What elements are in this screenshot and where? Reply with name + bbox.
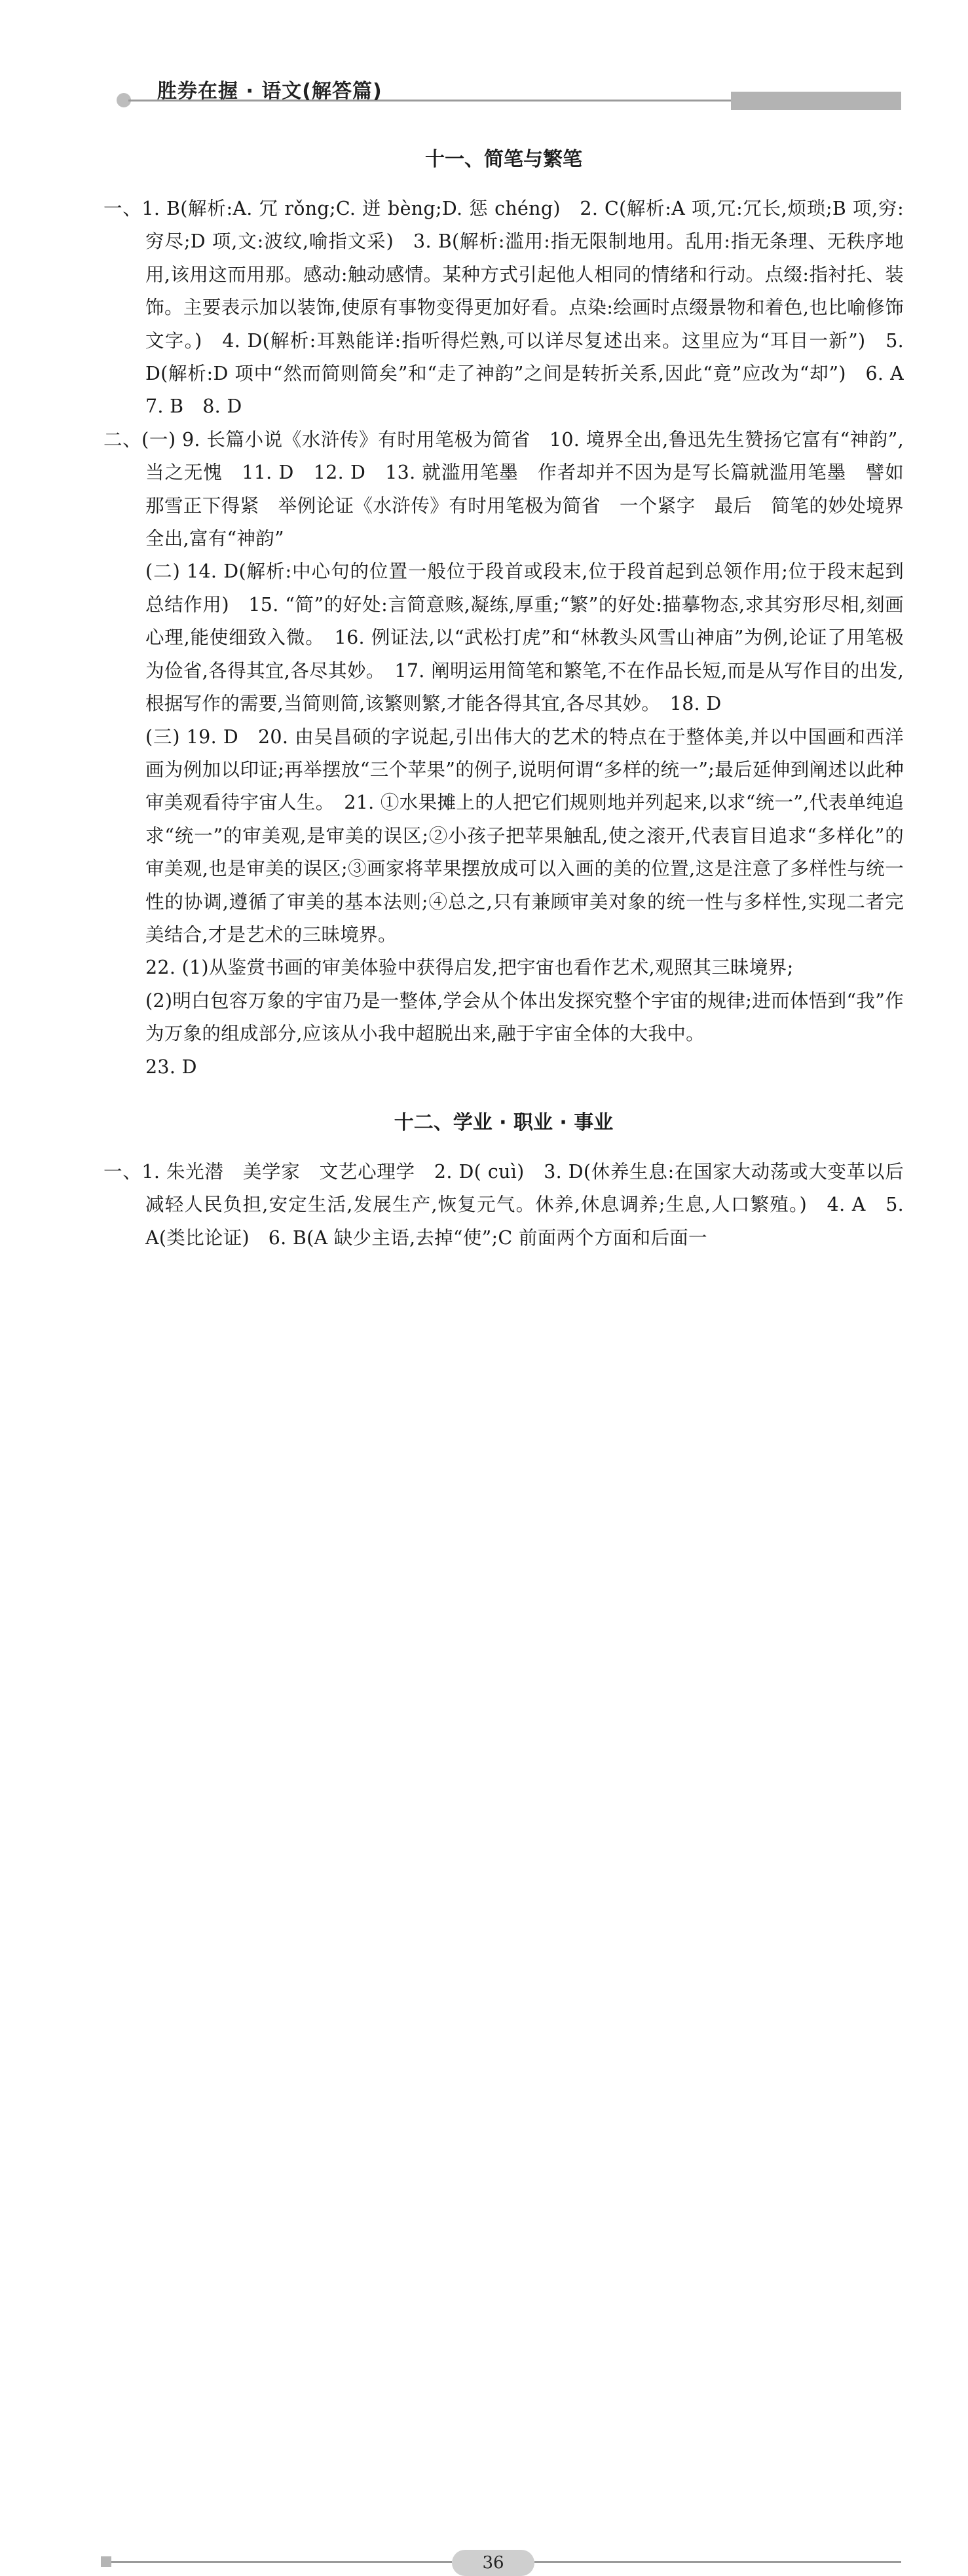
section-title-12: 十二、学业 · 职业 · 事业	[394, 1111, 614, 1134]
answer-q22-1: 22. (1)从鉴赏书画的审美体验中获得启发,把宇宙也看作艺术,观照其三昧境界;	[145, 957, 794, 979]
answer-block-part2-1: 二、(一) 9. 长篇小说《水浒传》有时用笔极为简省 10. 境界全出,鲁迅先生赞扬它富有“神韵”,当之无愧 11. D 12. D 13. 就滥用笔墨 作者却并不因为是写长篇就滥用笔墨 譬如 那雪正下得紧 举例论证《水浒传》有时用笔极为简省 一个紧字 最后 简笔的妙处境界全出,富有“神韵”	[103, 428, 923, 550]
answer-q23: 23. D	[145, 1056, 197, 1078]
answer-q22-2: (2)明白包容万象的宇宙乃是一整体,学会从个体出发探究整个宇宙的规律;进而体悟到“我”作为万象的组成部分,应该从小我中超脱出来,融于宇宙全体的大我中。	[145, 989, 904, 1045]
page-content	[103, 138, 923, 1255]
footer-rule-left	[111, 2561, 452, 2563]
answer-block-part2-3: (三) 19. D 20. 由吴昌硕的字说起,引出伟大的艺术的特点在于整体美,并以中国画和西洋画为例加以印证;再举摆放“三个苹果”的例子,说明何谓“多样的统一”;最后延伸到阐述以此种审美观看待宇宙人生。 21. ①水果摊上的人把它们规则地并列起来,以求“统一”,代表单纯追求“统一”的审美观,是审美的误区;②小孩子把苹果触乱,使之滚开,代表盲目追求“多样化”的审美观,也是审美的误区;③画家将苹果摆放成可以入画的美的位置,这是注意了多样性与统一性的协调,遵循了审美的基本法则;④总之,只有兼顾审美对象的统一性与多样性,实现二者完美结合,才是艺术的三昧境界。	[145, 726, 904, 946]
section-title-11: 十一、简笔与繁笔	[425, 148, 582, 171]
page-number: 36	[452, 2550, 534, 2576]
running-title: 胜券在握 · 语文(解答篇)	[157, 80, 382, 103]
footer-square-ornament	[101, 2556, 111, 2567]
header-gray-bar	[731, 92, 901, 110]
answer-block-part1: 一、1. B(解析:A. 冗 rǒng;C. 迸 bèng;D. 惩 chéng) 2. C(解析:A 项,冗:冗长,烦琐;B 项,穷:穷尽;D 项,文:波纹,喻指文采) 3. B(解析:滥用:指无限制地用。乱用:指无条理、无秩序地用,该用这而用那。感动:触动感情。某种方式引起他人相同的情绪和行动。点缀:指衬托、装饰。主要表示加以装饰,使原有事物变得更加好看。点染:绘画时点缀景物和着色,也比喻修饰文字。) 4. D(解析:耳熟能详:指听得烂熟,可以详尽复述出来。这里应为“耳目一新”) 5. D(解析:D 项中“然而简则简矣”和“走了神韵”之间是转折关系,因此“竟”应改为“却”) 6. A 7. B 8. D	[103, 198, 923, 418]
answer-block-part2-2: (二) 14. D(解析:中心句的位置一般位于段首或段末,位于段首起到总领作用;位于段末起到总结作用) 15. “简”的好处:言简意赅,凝练,厚重;“繁”的好处:描摹物态,求其穷形尽相,刻画心理,能使细致入微。 16. 例证法,以“武松打虎”和“林教头风雪山神庙”为例,论证了用笔极为俭省,各得其宜,各尽其妙。 17. 阐明运用简笔和繁笔,不在作品长短,而是从写作目的出发,根据写作的需要,当简则简,该繁则繁,才能各得其宜,各尽其妙。 18. D	[145, 561, 904, 715]
page-header	[0, 0, 968, 118]
footer-rule-right	[534, 2561, 901, 2563]
answer-block-s12-part1: 一、1. 朱光潜 美学家 文艺心理学 2. D( cuì) 3. D(休养生息:在国家大动荡或大变革以后减轻人民负担,安定生活,发展生产,恢复元气。休养,休息调养;生息,人口繁殖。) 4. A 5. A(类比论证) 6. B(A 缺少主语,去掉“使”;C 前面两个方面和后面一	[103, 1160, 904, 1249]
page-footer	[0, 1270, 968, 2573]
